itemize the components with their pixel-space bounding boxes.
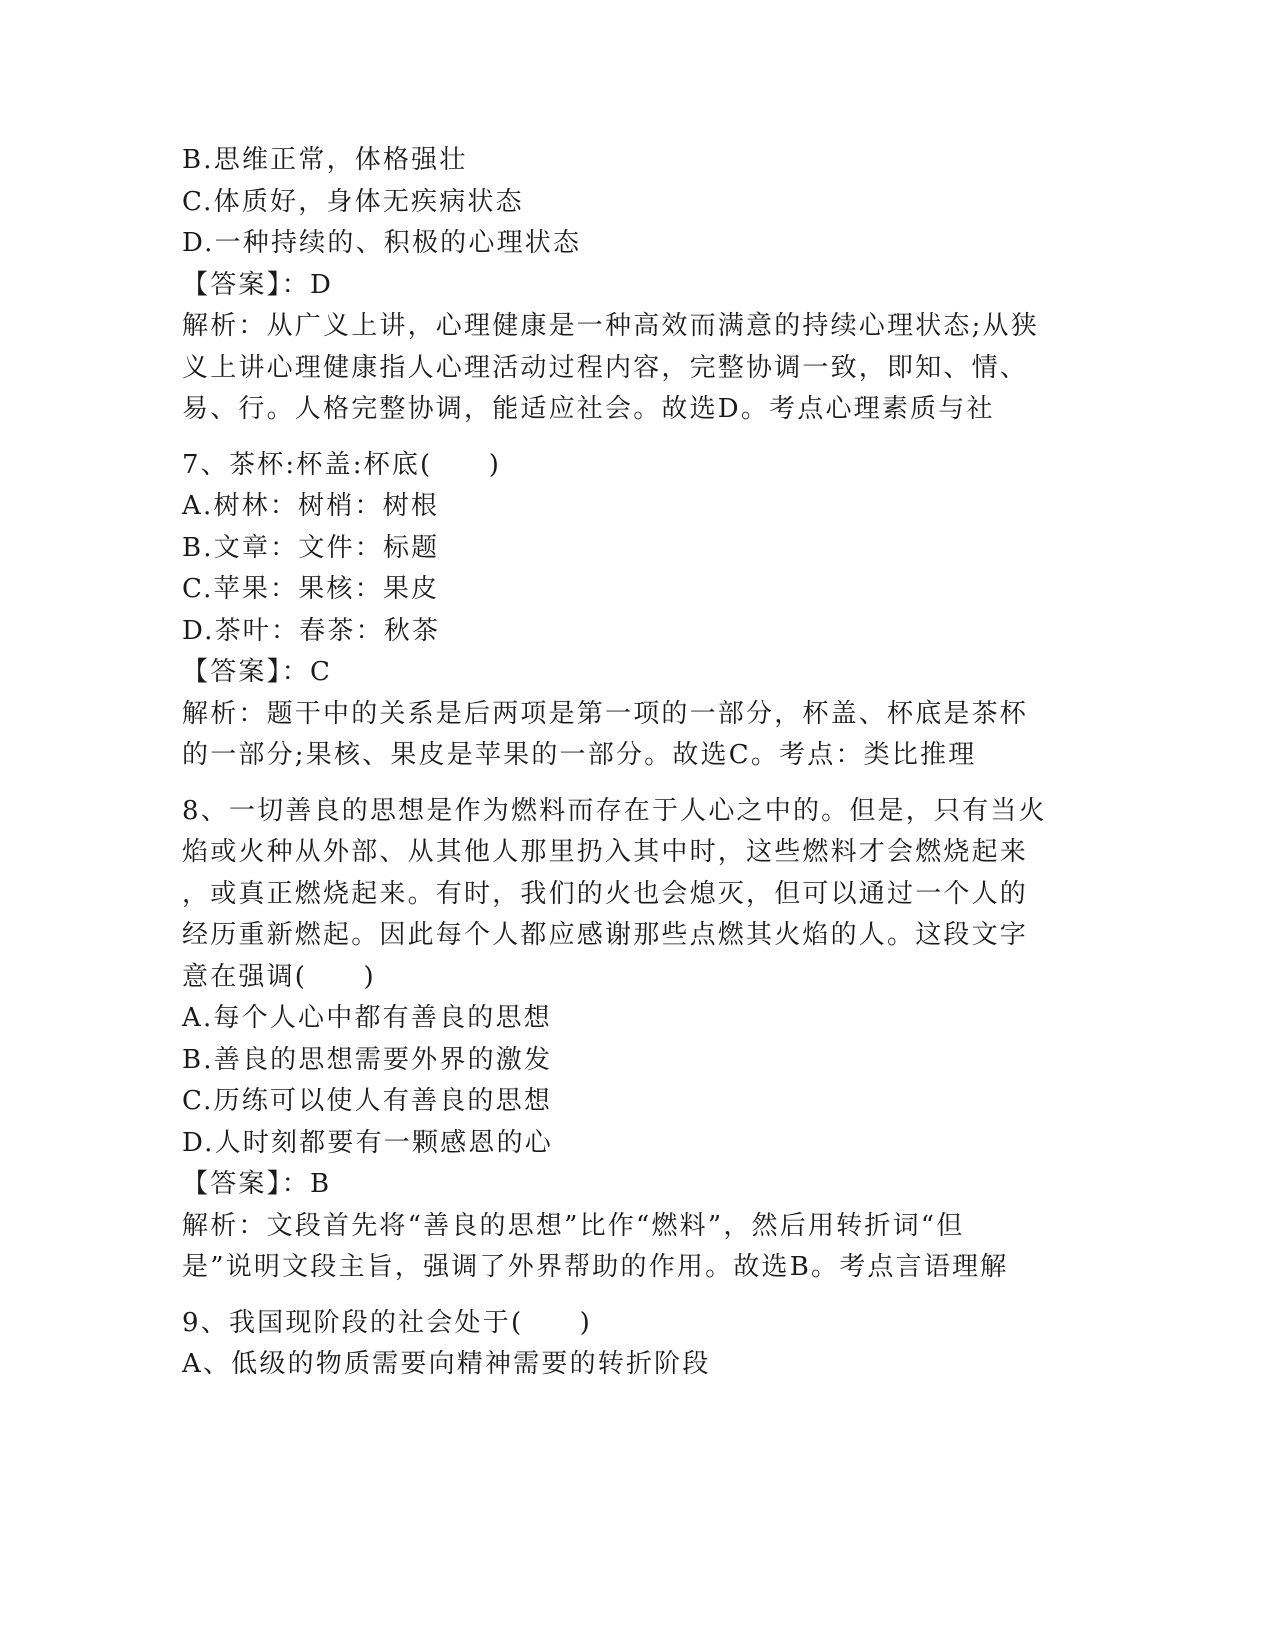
- option-b: B.思维正常，体格强壮: [182, 145, 468, 175]
- question-8: [182, 791, 1082, 1289]
- question-6: [182, 140, 1082, 431]
- question-stem-line: 意在强调( ): [182, 961, 376, 992]
- analysis-line: 解析：题干中的关系是后两项是第一项的一部分，杯盖、杯底是茶杯: [182, 698, 1029, 729]
- answer: 【答案】：C: [182, 657, 333, 687]
- analysis-line: 是”说明文段主旨，强调了外界帮助的作用。故选B。考点言语理解: [182, 1252, 1009, 1282]
- analysis-line: 义上讲心理健康指人心理活动过程内容，完整协调一致，即知、情、: [182, 352, 1029, 383]
- option-c: C.苹果：果核：果皮: [182, 574, 440, 604]
- analysis-line: 解析：文段首先将“善良的思想”比作“燃料”，然后用转折词“但: [182, 1210, 965, 1241]
- question-7: [182, 445, 1082, 777]
- option-b: B.善良的思想需要外界的激发: [182, 1044, 553, 1075]
- option-c: C.历练可以使人有善良的思想: [182, 1086, 553, 1116]
- question-stem-line: ，或真正燃烧起来。有时，我们的火也会熄灭，但可以通过一个人的: [182, 878, 1029, 909]
- question-stem: 7、茶杯:杯盖:杯底( ): [182, 449, 502, 480]
- analysis-line: 的一部分;果核、果皮是苹果的一部分。故选C。考点：类比推理: [182, 740, 977, 770]
- answer: 【答案】：D: [182, 269, 334, 300]
- question-stem-line: 焰或火种从外部、从其他人那里扔入其中时，这些燃料才会燃烧起来: [182, 837, 1029, 867]
- analysis-line: 解析：从广义上讲，心理健康是一种高效而满意的持续心理状态;从狭: [182, 311, 1039, 341]
- option-d: D.一种持续的、积极的心理状态: [182, 228, 582, 258]
- document-page: [182, 140, 1082, 1386]
- option-b: B.文章：文件：标题: [182, 532, 440, 563]
- option-a: A.树林：树梢：树根: [182, 491, 440, 521]
- question-stem-line: 8、一切善良的思想是作为燃料而存在于人心之中的。但是，只有当火: [182, 795, 1047, 826]
- option-d: D.人时刻都要有一颗感恩的心: [182, 1127, 553, 1158]
- option-a: A.每个人心中都有善良的思想: [182, 1003, 552, 1033]
- question-stem: 9、我国现阶段的社会处于( ): [182, 1307, 593, 1338]
- option-c: C.体质好，身体无疾病状态: [182, 186, 524, 217]
- analysis-line: 易、行。人格完整协调，能适应社会。故选D。考点心理素质与社: [182, 394, 995, 424]
- option-d: D.茶叶：春茶：秋茶: [182, 615, 441, 646]
- answer: 【答案】：B: [182, 1169, 332, 1199]
- question-stem-line: 经历重新燃起。因此每个人都应感谢那些点燃其火焰的人。这段文字: [182, 920, 1029, 950]
- option-a: A、低级的物质需要向精神需要的转折阶段: [182, 1349, 711, 1379]
- question-9: [182, 1303, 1082, 1386]
